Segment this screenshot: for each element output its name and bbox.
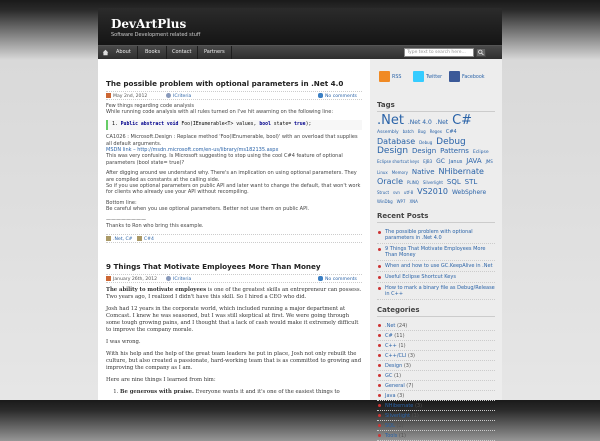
tag-link[interactable]: Patterns <box>440 147 469 155</box>
tag-cloud <box>377 113 495 206</box>
recent-post-link[interactable]: 9 Things That Motivate Employees More Than Money <box>377 244 495 261</box>
category-item[interactable] <box>377 331 495 341</box>
category-name[interactable]: .Net <box>385 322 396 329</box>
recent-post-link[interactable]: The possible problem with optional parameters in .Net 4.0 <box>377 227 495 244</box>
post-comments[interactable]: No comments <box>325 276 357 282</box>
category-count: (1) <box>397 432 406 439</box>
site-title[interactable]: DevArtPlus <box>111 17 187 31</box>
list <box>120 389 362 396</box>
rss-icon <box>379 71 390 82</box>
tag-link[interactable]: Assembly <box>377 130 399 135</box>
post-date: January 26th, 2012 <box>113 276 158 282</box>
paragraph: The ability to motivate employees is one of the greatest skills an entrepreneur can possess. Two years ago, I realized I didn't have this skill. So I hired a CEO who did. <box>106 286 362 300</box>
comments-icon <box>318 276 323 281</box>
tag-link[interactable]: JAVA <box>466 157 482 165</box>
category-name[interactable]: GC <box>385 372 393 379</box>
category-count: (2) <box>394 422 404 429</box>
category-name[interactable]: NHibernate <box>385 402 414 409</box>
nav-item-contact[interactable]: Contact <box>166 46 198 59</box>
category-count: (1) <box>396 342 406 349</box>
site-header <box>98 8 502 45</box>
tag-link[interactable]: Bug <box>417 129 426 134</box>
post-meta <box>106 274 362 283</box>
category-name[interactable]: Design <box>385 362 403 369</box>
category-item[interactable] <box>377 421 495 431</box>
category-count: (3) <box>395 392 405 399</box>
recent-posts-heading: Recent Posts <box>377 212 495 223</box>
tag-link[interactable]: utf-8 <box>403 190 414 195</box>
category-name[interactable]: C# <box>385 332 395 339</box>
sidebar <box>370 59 502 439</box>
rss-link[interactable]: RSS <box>379 71 401 84</box>
post <box>106 79 362 243</box>
tag-link[interactable]: Regex <box>429 129 442 134</box>
tag-link[interactable]: svn <box>392 190 400 195</box>
category-name[interactable]: Tools <box>385 432 398 439</box>
post-body <box>106 287 362 396</box>
tag-link[interactable]: .Net 4.0 <box>407 119 432 126</box>
tag-link[interactable]: Janus <box>448 159 463 165</box>
tag-link[interactable]: Linux <box>377 170 388 175</box>
recent-posts-list <box>377 227 495 300</box>
author-icon <box>166 93 171 98</box>
post <box>106 262 362 396</box>
code-block: 1. Public abstract void Foo(IEnumerable<T> values, bool state= true); <box>106 120 362 130</box>
post-body <box>106 103 362 230</box>
twitter-icon <box>413 71 424 82</box>
paragraph: ———————— Thanks to Ron who bring this example. <box>106 216 204 230</box>
tag-link[interactable]: SQL <box>446 178 461 186</box>
tag-link[interactable]: Database <box>377 137 416 146</box>
category-item[interactable] <box>377 401 495 411</box>
search-input[interactable]: Type text to search here... <box>404 48 474 57</box>
category-count: (3) <box>406 352 415 359</box>
paragraph: Josh had 12 years in the corporate world, which included running a major department at Comcast. I knew he was seasoned, but I was still skeptical at first. We were going through some tough growing pains, and I thought that a lack of cash would make it extremely difficult to improve the company morale. <box>106 305 359 333</box>
paragraph: I was wrong. <box>106 338 141 345</box>
tag-link[interactable]: Debug <box>436 137 466 147</box>
tag-link[interactable]: Design <box>377 146 409 156</box>
category-count: (3) <box>402 362 411 369</box>
paragraph: Few things regarding code analysis While running code analysis with all rules turned on I've hit awarning on the following line: <box>106 103 334 116</box>
category-count: (1) <box>410 412 419 419</box>
category-item[interactable] <box>377 391 495 401</box>
tag-link[interactable]: GC <box>436 158 445 165</box>
post-comments[interactable]: No comments <box>325 94 357 99</box>
site-tagline: Software Development related stuff <box>111 32 201 38</box>
recent-post-link[interactable]: Useful Eclipse Shortcut Keys <box>377 272 495 283</box>
category-item[interactable] <box>377 361 495 371</box>
tag-link[interactable]: .Net <box>377 113 404 128</box>
post-title[interactable]: 9 Things That Motivate Employees More Than Money <box>106 261 321 271</box>
paragraph: After digging around we understand why. There's an implication on using optional parameters. They are compiled as constants at the calling side. So if you use optional parameters on public API and later want to change the default, that won't work for clients who already use your API without recompiling. <box>106 170 361 196</box>
tag-link[interactable]: Memory <box>391 170 408 175</box>
paragraph: Here are nine things I learned from him: <box>106 376 216 383</box>
nav-item-partners[interactable]: Partners <box>198 46 232 59</box>
post-title[interactable]: The possible problem with optional parameters in .Net 4.0 <box>106 79 344 88</box>
tag-icon <box>137 236 142 241</box>
tag-link[interactable]: EJB3 <box>423 159 433 164</box>
paragraph: With his help and the help of the great team leaders he put in place, Josh not only rebuilt the culture, but also created a passionate, hard-working team that is as committed to growing and improving the company as I am. <box>106 350 362 371</box>
category-item[interactable] <box>377 411 495 421</box>
comments-icon <box>318 93 323 98</box>
category-count: (24) <box>395 322 408 329</box>
category-name[interactable]: C++ <box>385 342 397 349</box>
main-nav <box>98 45 502 59</box>
tag-link[interactable]: Struct <box>377 190 390 195</box>
category-count: (3) <box>413 402 423 409</box>
home-icon[interactable] <box>102 49 109 56</box>
post-meta <box>106 91 362 100</box>
tag-link[interactable]: JMS <box>485 159 493 164</box>
tag-link[interactable]: Native <box>411 168 435 176</box>
tag-link[interactable]: VS2010 <box>417 187 449 196</box>
author-icon <box>166 276 171 281</box>
calendar-icon <box>106 93 111 98</box>
categories-heading: Categories <box>377 306 495 317</box>
tag-link[interactable]: Silverlight <box>422 180 443 185</box>
nav-item-about[interactable]: About <box>110 46 138 59</box>
categories-list <box>377 321 495 441</box>
tag-link[interactable]: Eclipse shortcut keys <box>377 159 420 164</box>
category-item[interactable] <box>377 351 495 361</box>
paragraph: CA1026 : Microsoft.Design : Replace method 'Foo(IEnumerable, bool)' with an overload that supplies all default arguments. MSDN link – http://msdn.microsoft.com/en-us/library/ms182135.aspx This was very confusing. Is Microsoft suggesting to stop using the cool C#4 feature of optional parameters (bool state= true)? <box>106 134 358 166</box>
main-content <box>98 59 370 400</box>
post-date: May 2nd, 2012 <box>113 94 148 99</box>
tag-link[interactable]: WinDbg <box>377 199 393 204</box>
facebook-link[interactable]: Facebook <box>449 71 485 84</box>
recent-post-link[interactable]: How to mark a binary file as Debug/Release in C++ <box>377 283 495 300</box>
category-name[interactable]: SQL <box>385 422 395 429</box>
tag-link[interactable]: NHibernate <box>438 167 484 176</box>
twitter-link[interactable]: Twitter <box>413 71 442 84</box>
tag-link[interactable]: Debug <box>419 140 433 145</box>
search-button[interactable] <box>476 48 486 57</box>
paragraph: Bottom line: Be careful when you use optional parameters. Better not use them on public API. <box>106 199 310 213</box>
folder-icon <box>106 236 111 241</box>
category-item[interactable] <box>377 321 495 331</box>
list-item: 1. Be generous with praise. Everyone wants it and it's one of the easiest things to <box>120 389 362 396</box>
tag-link[interactable]: Eclipse <box>472 150 489 155</box>
tag-link[interactable]: WebSphere <box>451 189 487 196</box>
tag-link[interactable]: Oracle <box>377 177 404 186</box>
msdn-link[interactable]: MSDN link – http://msdn.microsoft.com/en-us/library/ms182135.aspx <box>106 147 279 154</box>
tag-link[interactable]: WP7 <box>396 199 406 204</box>
category-name[interactable]: C++/CLI <box>385 352 407 359</box>
post-author[interactable]: ICriteria <box>173 276 192 282</box>
category-name[interactable]: Silverlight <box>385 412 411 419</box>
category-name[interactable]: General <box>385 382 405 389</box>
category-item[interactable] <box>377 371 495 381</box>
tag-link[interactable]: PLINQ <box>406 180 419 185</box>
calendar-icon <box>106 276 111 281</box>
category-item[interactable] <box>377 381 495 391</box>
tags-heading: Tags <box>377 101 495 112</box>
tag-link[interactable]: C# <box>452 113 473 128</box>
social-links <box>377 71 495 93</box>
facebook-icon <box>449 71 460 82</box>
tag-link[interactable]: C#4 <box>445 129 457 135</box>
post-tags: .Net, C# C#4 <box>106 234 362 243</box>
tag-link[interactable]: .Net <box>435 119 449 126</box>
category-item[interactable] <box>377 431 495 441</box>
post-author[interactable]: ICriteria <box>173 94 192 99</box>
category-count: (7) <box>404 382 414 389</box>
tag-link[interactable]: Design <box>412 147 437 155</box>
recent-post-link[interactable]: When and how to use GC.KeepAlive in .Net <box>377 261 495 272</box>
page-wrapper <box>98 8 502 439</box>
category-name[interactable]: Java <box>385 392 396 399</box>
category-item[interactable] <box>377 341 495 351</box>
tag-link[interactable]: XNA <box>409 199 418 204</box>
tag-link[interactable]: batch <box>402 129 414 134</box>
nav-item-books[interactable]: Books <box>139 46 167 59</box>
category-count: (11) <box>394 332 405 339</box>
category-count: (1) <box>392 372 402 379</box>
tag-link[interactable]: STL <box>464 178 478 186</box>
search-icon <box>477 49 485 56</box>
